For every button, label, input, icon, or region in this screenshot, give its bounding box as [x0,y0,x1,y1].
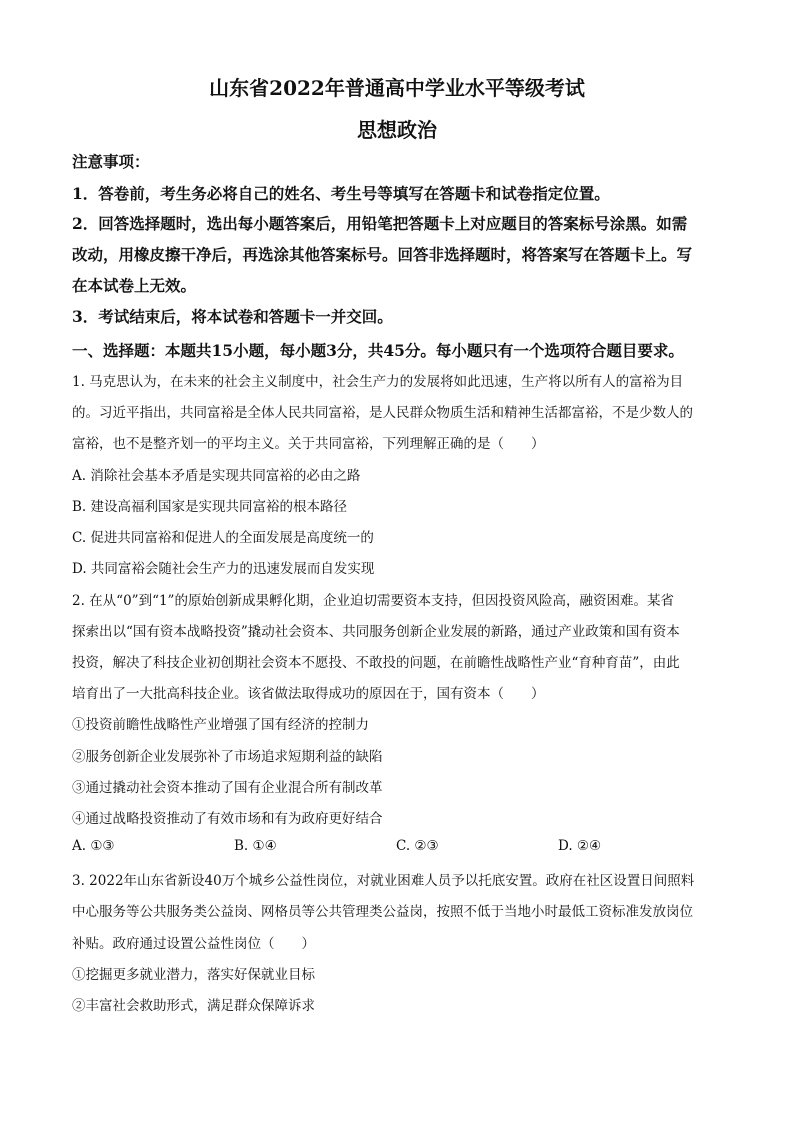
question-3-statement: ②丰富社会救助形式，满足群众保障诉求 [72,998,315,1014]
notice-line: 改动，用橡皮擦干净后，再选涂其他答案标号。回答非选择题时，将答案写在答题卡上。写 [72,245,693,264]
question-2-choice-b: B. ①④ [234,838,277,854]
question-2-stem: 2. 在从“0”到“1”的原始创新成果孵化期，企业迫切需要资本支持，但因投资风险高，融资困难。某省 [72,593,674,609]
question-1-option-d: D. 共同富裕会随社会生产力的迅速发展而自发实现 [72,561,375,577]
exam-subject: 思想政治 [357,118,437,142]
question-2-statement: ③通过撬动社会资本推动了国有企业混合所有制改革 [72,780,383,796]
question-2-choice-a: A. ①③ [72,838,115,854]
question-3-statement: ①挖掘更多就业潜力，落实好保就业目标 [72,967,315,983]
question-2-stem: 投资，解决了科技企业初创期社会资本不愿投、不敢投的问题，在前瞻性战略性产业“育种育苗”，由此 [72,655,680,671]
notice-line: 在本试卷上无效。 [72,276,197,295]
question-3-stem: 补贴。政府通过设置公益性岗位（ ） [72,936,315,952]
question-3-stem: 中心服务等公共服务类公益岗、网格员等公共管理类公益岗，按照不低于当地小时最低工资标准发放岗位 [72,904,693,920]
question-1-stem: 的。习近平指出，共同富裕是全体人民共同富裕，是人民群众物质生活和精神生活都富裕，不是少数人的 [72,405,693,421]
question-2-choice-c: C. ②③ [396,838,439,854]
question-1-option-c: C. 促进共同富裕和促进人的全面发展是高度统一的 [72,530,374,546]
question-2-statement: ④通过战略投资推动了有效市场和有为政府更好结合 [72,811,383,827]
notice-line: 3．考试结束后，将本试卷和答题卡一并交回。 [72,307,393,326]
question-2-statement: ①投资前瞻性战略性产业增强了国有经济的控制力 [72,717,369,733]
question-1-option-b: B. 建设高福利国家是实现共同富裕的根本路径 [72,499,348,515]
notice-line: 2．回答选择题时，选出每小题答案后，用铅笔把答题卡上对应题目的答案标号涂黑。如需 [72,214,688,233]
question-1-stem: 富裕，也不是整齐划一的平均主义。关于共同富裕，下列理解正确的是（ ） [72,436,545,452]
question-2-choice-d: D. ②④ [558,838,602,854]
question-2-stem: 探索出以“国有资本战略投资”撬动社会资本、共同服务创新企业发展的新路，通过产业政策和国有资本 [72,624,680,640]
notice-heading: 注意事项： [72,152,150,171]
question-2-stem: 培育出了一大批高科技企业。该省做法取得成功的原因在于，国有资本（ ） [72,686,545,702]
question-1-stem: 1. 马克思认为，在未来的社会主义制度中，社会生产力的发展将如此迅速，生产将以所有人的富裕为目 [72,374,684,390]
question-2-statement: ②服务创新企业发展弥补了市场追求短期利益的缺陷 [72,749,383,765]
section-heading: 一、选择题：本题共15小题，每小题3分，共45分。每小题只有一个选项符合题目要求。 [72,341,684,360]
question-3-stem: 3. 2022年山东省新设40万个城乡公益性岗位，对就业困难人员予以托底安置。政府在社区设置日间照料 [72,873,695,889]
exam-title: 山东省2022年普通高中学业水平等级考试 [209,76,585,100]
notice-line: 1．答卷前，考生务必将自己的姓名、考生号等填写在答题卡和试卷指定位置。 [72,184,610,203]
question-1-option-a: A. 消除社会基本矛盾是实现共同富裕的必由之路 [72,468,361,484]
